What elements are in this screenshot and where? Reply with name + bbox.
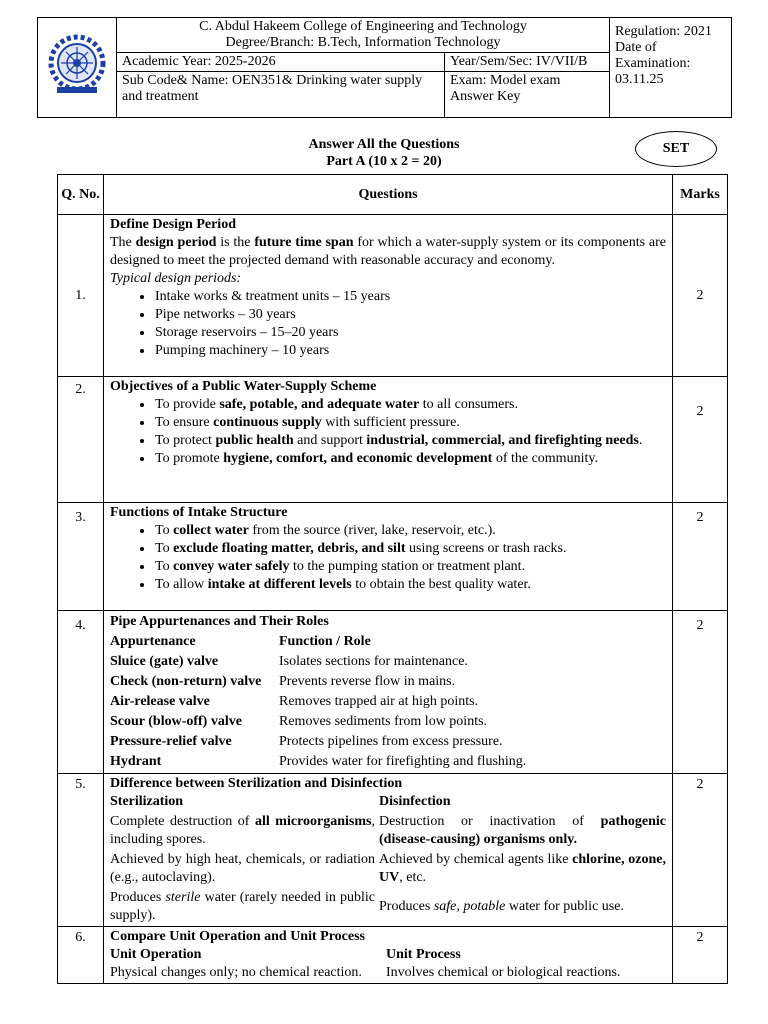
- disinfection-point: Achieved by chemical agents like chlorine, ozone, UV, etc.: [379, 852, 666, 885]
- academic-year: Academic Year: 2025-2026: [117, 53, 445, 72]
- college-name: C. Abdul Hakeem College of Engineering and Technology: [199, 19, 527, 34]
- list-item: • To exclude floating matter, debris, and silt using screens or trash racks.: [154, 540, 666, 558]
- column-heading: Disinfection: [379, 794, 451, 809]
- college-degree-cell: [117, 18, 610, 53]
- appurtenance-name: Air-release valve: [110, 694, 210, 709]
- question-number: 3.: [58, 503, 104, 611]
- list-item: • Pumping machinery – 10 years: [154, 342, 666, 360]
- disinfection-point: Produces safe, potable water for public use.: [379, 899, 624, 914]
- instruction: Answer All the Questions: [308, 137, 460, 152]
- appurtenance-role: Provides water for firefighting and flushing.: [279, 754, 527, 769]
- appurtenance-name: Sluice (gate) valve: [110, 654, 219, 669]
- marks: 2: [673, 927, 728, 984]
- marks: 2: [673, 215, 728, 377]
- answer-subheading: Typical design periods:: [110, 271, 242, 286]
- marks: 2: [673, 611, 728, 774]
- marks: 2: [673, 774, 728, 927]
- answer-body: [104, 611, 673, 774]
- list-item: • To provide safe, potable, and adequate water to all consumers.: [154, 396, 666, 414]
- appurtenance-name: Scour (blow-off) valve: [110, 714, 242, 729]
- marks: 2: [673, 503, 728, 611]
- answer-paragraph: The design period is the future time span for which a water-supply system or its components are designed to meet the projected demand with reasonable accuracy and economy.: [110, 235, 666, 268]
- appurtenance-role: Removes trapped air at high points.: [279, 694, 479, 709]
- column-heading: Unit Process: [386, 947, 461, 962]
- header-table: [37, 17, 732, 118]
- regulation: Regulation: 2021: [615, 24, 712, 39]
- list-item: • Pipe networks – 30 years: [154, 306, 666, 324]
- answer-list: [110, 396, 666, 468]
- list-item: • Storage reservoirs – 15–20 years: [154, 324, 666, 342]
- year-sem-sec: Year/Sem/Sec: IV/VII/B: [445, 53, 610, 72]
- column-heading: Sterilization: [110, 794, 184, 809]
- college-logo-icon: [45, 33, 109, 97]
- appurtenance-role: Removes sediments from low points.: [279, 714, 488, 729]
- set-label: SET: [635, 131, 717, 167]
- column-heading: Function / Role: [279, 634, 371, 649]
- answer-body: [104, 774, 673, 927]
- table-row: [58, 927, 728, 984]
- marks: 2: [673, 377, 728, 503]
- list-item: • Intake works & treatment units – 15 years: [154, 288, 666, 306]
- answer-body: [104, 503, 673, 611]
- table-row: [58, 377, 728, 503]
- question-number: 4.: [58, 611, 104, 774]
- answer-body: [104, 377, 673, 503]
- column-heading: Unit Operation: [110, 947, 202, 962]
- appurtenance-table: [110, 632, 666, 772]
- table-row: [58, 774, 728, 927]
- answer-list: [110, 288, 666, 360]
- question-title: Compare Unit Operation and Unit Process: [110, 929, 365, 944]
- col-qno: Q. No.: [58, 175, 104, 215]
- list-item: • To ensure continuous supply with sufficient pressure.: [154, 414, 666, 432]
- column-heading: Appurtenance: [110, 634, 196, 649]
- appurtenance-name: Pressure-relief valve: [110, 734, 232, 749]
- list-item: • To collect water from the source (river, lake, reservoir, etc.).: [154, 522, 666, 540]
- part-heading: Part A (10 x 2 = 20): [326, 154, 442, 169]
- question-number: 2.: [58, 377, 104, 503]
- exam-type: Exam: Model exam Answer Key: [445, 72, 610, 118]
- list-item: • To convey water safely to the pumping station or treatment plant.: [154, 558, 666, 576]
- answer-body: [104, 215, 673, 377]
- appurtenance-role: Isolates sections for maintenance.: [279, 654, 468, 669]
- answer-body: [104, 927, 673, 984]
- table-row: [58, 611, 728, 774]
- disinfection-point: Destruction or inactivation of pathogenic (disease-causing) organisms only.: [379, 814, 666, 847]
- regulation-cell: [610, 18, 732, 118]
- table-header-row: [58, 175, 728, 215]
- answer-list: [110, 522, 666, 594]
- question-title: Objectives of a Public Water-Supply Scheme: [110, 379, 377, 394]
- appurtenance-role: Prevents reverse flow in mains.: [279, 674, 456, 689]
- list-item: • To promote hygiene, comfort, and economic development of the community.: [154, 450, 666, 468]
- sterilization-point: Achieved by high heat, chemicals, or radiation (e.g., autoclaving).: [110, 852, 375, 885]
- question-title: Pipe Appurtenances and Their Roles: [110, 614, 329, 629]
- sterilization-point: Complete destruction of all microorganisms, including spores.: [110, 814, 375, 847]
- appurtenance-name: Check (non-return) valve: [110, 674, 262, 689]
- table-row: [58, 215, 728, 377]
- college-logo-cell: [38, 18, 117, 118]
- table-row: [58, 503, 728, 611]
- questions-table: [57, 174, 728, 984]
- list-item: • To allow intake at different levels to obtain the best quality water.: [154, 576, 666, 594]
- appurtenance-role: Protects pipelines from excess pressure.: [279, 734, 503, 749]
- comparison-table: [110, 946, 666, 982]
- unit-process-point: Involves chemical or biological reactions.: [386, 965, 621, 980]
- col-marks: Marks: [673, 175, 728, 215]
- subject: Sub Code& Name: OEN351& Drinking water supply and treatment: [117, 72, 445, 118]
- unit-operation-point: Physical changes only; no chemical reaction.: [110, 965, 362, 980]
- comparison-table: [110, 793, 666, 925]
- question-title: Difference between Sterilization and Disinfection: [110, 776, 403, 791]
- appurtenance-name: Hydrant: [110, 754, 162, 769]
- col-questions: Questions: [104, 175, 673, 215]
- question-number: 1.: [58, 215, 104, 377]
- question-title: Define Design Period: [110, 217, 236, 232]
- list-item: • To protect public health and support industrial, commercial, and firefighting needs.: [154, 432, 666, 450]
- question-number: 6.: [58, 927, 104, 984]
- sterilization-point: Produces sterile water (rarely needed in public supply).: [110, 890, 375, 923]
- degree-branch: Degree/Branch: B.Tech, Information Technology: [225, 35, 501, 50]
- question-number: 5.: [58, 774, 104, 927]
- question-title: Functions of Intake Structure: [110, 505, 288, 520]
- exam-date-label: Date of Examination:: [615, 40, 691, 71]
- exam-date: 03.11.25: [615, 72, 664, 87]
